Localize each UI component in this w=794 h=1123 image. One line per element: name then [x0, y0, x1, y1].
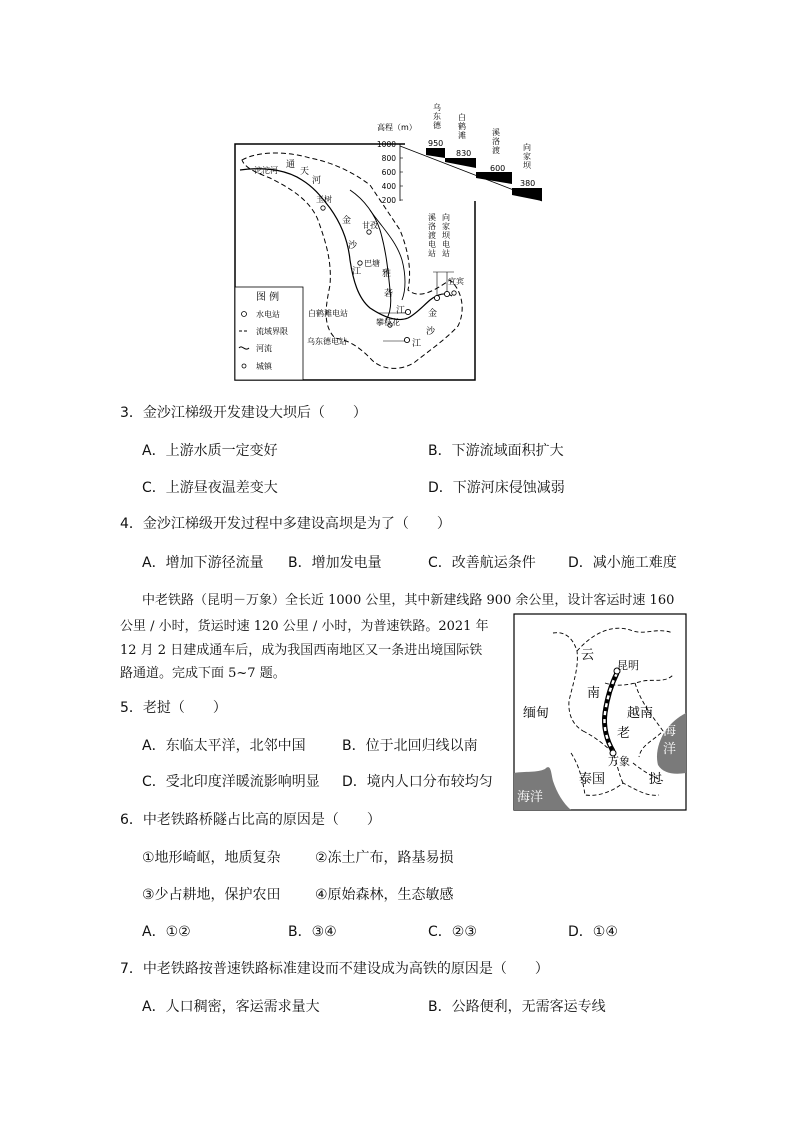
label-yun: 云 [581, 648, 595, 663]
label-lao1: 老 [617, 726, 631, 741]
legend-boundary: 流域界限 [256, 327, 288, 336]
q5-option-b[interactable]: B．位于北回归线以南 [342, 738, 478, 754]
xiangjiaba-step [512, 188, 542, 201]
legend-town: 城镇 [256, 362, 272, 371]
label-panzhihua: 攀枝花 [376, 318, 400, 327]
q3-stem: 3．金沙江梯级开发建设大坝后（ ） [120, 405, 367, 421]
q5-option-d[interactable]: D．境内人口分布较均匀 [342, 774, 493, 790]
label-sea-left: 海洋 [517, 790, 544, 805]
label-tong: 通 [286, 160, 296, 170]
label-tian: 天 [300, 167, 310, 177]
elev-tick-200: 200 [381, 196, 396, 205]
q3-option-a[interactable]: A．上游水质一定变好 [142, 443, 278, 459]
yibin-town [452, 291, 456, 295]
label-jiang2: 江 [396, 306, 406, 316]
passage-line-1: 中老铁路（昆明－万象）全长近 1000 公里，其中新建线路 900 余公里，设计客运时速 160 [142, 593, 675, 608]
q6-statement-3: ③少占耕地，保护农田 [142, 887, 281, 903]
label-myanmar: 缅甸 [523, 706, 550, 721]
profile-value-950: 950 [428, 139, 444, 148]
label-wudongde-station: 乌东德电站 [307, 337, 347, 346]
label-jin2: 金 [428, 309, 438, 319]
china-laos-railway-map [513, 613, 687, 811]
label-xiluodu-station: 溪洛渡电站 [428, 213, 436, 258]
elev-tick-400: 400 [381, 182, 396, 191]
station-icon [242, 312, 247, 317]
profile-baihetan: 白鹤滩 [458, 113, 466, 140]
label-he: 河 [312, 176, 322, 186]
baihetan-station-icon [405, 309, 410, 314]
q6-option-b[interactable]: B．③④ [288, 924, 337, 940]
q3-option-d[interactable]: D．下游河床侵蚀减弱 [428, 480, 565, 496]
town-icon [242, 364, 246, 368]
elev-tick-600: 600 [381, 168, 396, 177]
label-kunming: 昆明 [617, 659, 639, 672]
profile-value-600: 600 [490, 164, 506, 173]
profile-value-830: 830 [456, 149, 472, 158]
q5-stem: 5．老挝（ ） [120, 700, 227, 716]
label-batang: 巴塘 [364, 259, 380, 268]
legend-river: 河流 [256, 344, 272, 353]
label-tuotuo: 沱沱河 [254, 166, 278, 175]
q3-option-b[interactable]: B．下游流域面积扩大 [428, 443, 564, 459]
profile-xiangjiaba: 向家坝 [523, 143, 531, 170]
q6-statement-4: ④原始森林，生态敏感 [315, 887, 454, 903]
label-nan: 南 [587, 686, 601, 701]
label-ya: 雅 [382, 269, 392, 279]
xiangjiaba-station-icon [444, 291, 449, 296]
wudongde-station-icon [404, 337, 409, 342]
elev-title: 高程（m） [377, 123, 417, 132]
label-long: 砻 [384, 289, 394, 299]
label-thailand: 泰国 [579, 772, 606, 787]
elev-tick-1000: 1000 [376, 140, 396, 149]
q5-option-c[interactable]: C．受北印度洋暖流影响明显 [142, 774, 320, 790]
label-jiang: 江 [352, 267, 362, 277]
label-ganzi: 甘孜 [362, 221, 378, 230]
q4-option-c[interactable]: C．改善航运条件 [428, 555, 536, 571]
batang-town [358, 261, 362, 265]
legend-station: 水电站 [256, 310, 280, 319]
q7-stem: 7．中老铁路按普速铁路标准建设而不建设成为高铁的原因是（ ） [120, 961, 549, 977]
legend-title: 图 例 [256, 292, 280, 303]
label-xiangjiaba-station: 向家坝电站 [442, 213, 450, 258]
q6-option-d[interactable]: D．①④ [568, 924, 618, 940]
yushu-town [321, 206, 325, 210]
jinsha-river-map [230, 100, 536, 382]
ganzi-town [367, 230, 371, 234]
label-sha2: 沙 [426, 327, 436, 337]
profile-value-380: 380 [520, 179, 536, 188]
label-sha: 沙 [348, 241, 358, 251]
q6-stem: 6．中老铁路桥隧占比高的原因是（ ） [120, 812, 381, 828]
q6-option-a[interactable]: A．①② [142, 924, 191, 940]
profile-xiluodu: 溪洛渡 [492, 128, 500, 155]
label-lao2: 挝 [649, 772, 663, 787]
label-baihetan-station: 白鹤滩电站 [308, 309, 348, 318]
q4-option-b[interactable]: B．增加发电量 [288, 555, 382, 571]
q7-option-b[interactable]: B．公路便利，无需客运专线 [428, 999, 606, 1015]
label-sea-right-2: 洋 [663, 742, 677, 757]
q3-option-c[interactable]: C．上游昼夜温差变大 [142, 480, 278, 496]
elev-tick-800: 800 [381, 154, 396, 163]
xiluodu-station-icon [434, 295, 439, 300]
q4-stem: 4．金沙江梯级开发过程中多建设高坝是为了（ ） [120, 516, 451, 532]
q6-option-c[interactable]: C．②③ [428, 924, 477, 940]
q6-statement-2: ②冻土广布，路基易损 [315, 850, 454, 866]
label-vientiane: 万象 [608, 755, 630, 768]
label-sea-right-1: 海 [663, 724, 677, 739]
q7-option-a[interactable]: A．人口稠密，客运需求量大 [142, 999, 320, 1015]
label-yibin: 宜宾 [448, 277, 464, 286]
q4-option-a[interactable]: A．增加下游径流量 [142, 555, 264, 571]
label-jiang3: 江 [412, 339, 422, 349]
q4-option-d[interactable]: D．减小施工难度 [568, 555, 677, 571]
q6-statement-1: ①地形崎岖，地质复杂 [142, 850, 281, 866]
q5-option-a[interactable]: A．东临太平洋，北邻中国 [142, 738, 306, 754]
passage-line-2: 公里 / 小时，货运时速 120 公里 / 小时，为普速铁路。2021 年 [120, 619, 489, 634]
map-legend [235, 287, 303, 380]
passage-line-4: 路通道。完成下面 5~7 题。 [120, 666, 286, 681]
profile-wudongde: 乌东德 [433, 103, 441, 130]
passage-line-3: 12 月 2 日建成通车后，成为我国西南地区又一条进出境国际铁 [120, 643, 483, 658]
label-yushu: 玉树 [316, 195, 332, 204]
label-jin: 金 [342, 216, 352, 226]
label-vietnam: 越南 [627, 706, 654, 721]
